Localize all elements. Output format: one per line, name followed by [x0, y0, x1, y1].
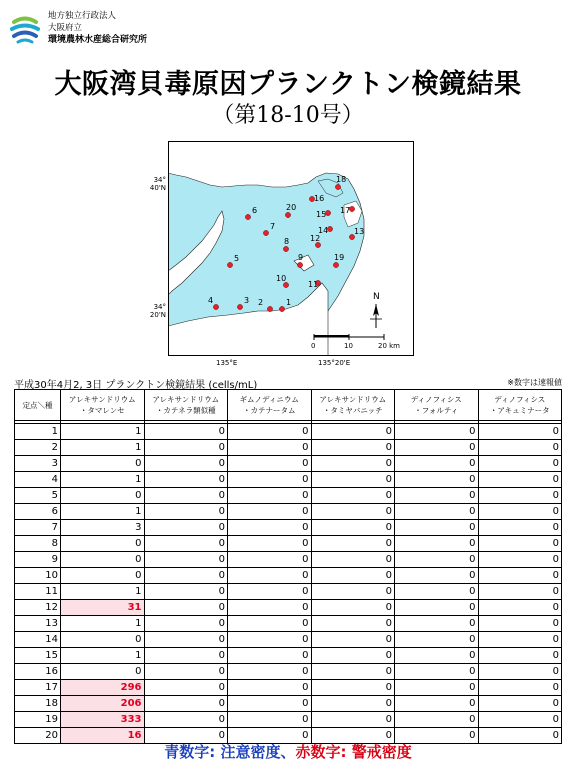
count-cell: 16: [61, 728, 145, 744]
page-subtitle: （第18-10号）: [212, 103, 364, 128]
count-cell: 0: [478, 664, 562, 680]
count-cell: 0: [144, 488, 228, 504]
count-cell: 1: [61, 424, 145, 440]
table-row: [15, 600, 562, 616]
org-name: 環境農林水産総合研究所: [48, 35, 148, 45]
lat-label-top: 34° 40'N: [149, 176, 166, 192]
station-cell: 16: [15, 664, 61, 680]
count-cell: 0: [144, 584, 228, 600]
count-cell: 0: [478, 488, 562, 504]
count-cell: 0: [478, 568, 562, 584]
count-cell: 0: [478, 712, 562, 728]
count-cell: 0: [228, 536, 312, 552]
lat-label-bottom: 34° 20'N: [149, 303, 166, 319]
table-header-row: [15, 390, 562, 421]
table-body: [15, 424, 562, 744]
column-header: ギムノディニウム ・カテナータム: [228, 390, 312, 421]
count-cell: 0: [395, 728, 479, 744]
count-cell: 0: [478, 536, 562, 552]
station-label: 16: [314, 194, 325, 203]
count-cell: 0: [61, 632, 145, 648]
count-cell: 0: [311, 536, 395, 552]
count-cell: 0: [478, 472, 562, 488]
count-cell: 0: [478, 600, 562, 616]
count-cell: 0: [395, 616, 479, 632]
station-label: 4: [208, 296, 214, 305]
column-header: アレキサンドリウム ・タマレンセ: [61, 390, 145, 421]
count-cell: 0: [61, 488, 145, 504]
table-caption: 平成30年4月2, 3日 プランクトン検鏡結果 (cells/mL): [14, 380, 258, 391]
count-cell: 0: [144, 728, 228, 744]
count-cell: 0: [144, 664, 228, 680]
org-line-1: 地方独立行政法人: [48, 11, 117, 21]
column-header: アレキサンドリウム ・カテネラ類似種: [144, 390, 228, 421]
count-cell: 0: [228, 424, 312, 440]
station-marker: [263, 230, 268, 235]
count-cell: 0: [228, 568, 312, 584]
count-cell: 0: [228, 632, 312, 648]
station-marker: [245, 214, 250, 219]
station-label: 2: [258, 298, 264, 307]
station-label: 11: [308, 280, 319, 289]
scale-label-0: 0: [311, 342, 316, 350]
osaka-bay-map: [168, 141, 414, 356]
legend-warning: 赤数字: 警戒密度: [295, 743, 412, 761]
org-line-2: 大阪府立: [48, 23, 83, 33]
station-label: 13: [354, 227, 365, 236]
count-cell: 206: [61, 696, 145, 712]
station-marker: [335, 184, 340, 189]
count-cell: 333: [61, 712, 145, 728]
count-cell: 0: [228, 472, 312, 488]
count-cell: 0: [144, 520, 228, 536]
count-cell: 0: [395, 552, 479, 568]
count-cell: 0: [478, 440, 562, 456]
station-marker: [283, 282, 288, 287]
table-row: [15, 680, 562, 696]
count-cell: 0: [61, 568, 145, 584]
station-marker: [297, 262, 302, 267]
count-cell: 0: [311, 696, 395, 712]
count-cell: 0: [228, 520, 312, 536]
table-row: [15, 504, 562, 520]
station-cell: 12: [15, 600, 61, 616]
count-cell: 0: [478, 552, 562, 568]
station-cell: 3: [15, 456, 61, 472]
count-cell: 0: [144, 504, 228, 520]
count-cell: 1: [61, 472, 145, 488]
count-cell: 1: [61, 584, 145, 600]
count-cell: 296: [61, 680, 145, 696]
table-row: [15, 632, 562, 648]
count-cell: 0: [395, 472, 479, 488]
count-cell: 1: [61, 440, 145, 456]
scale-label-20: 20 km: [378, 342, 401, 350]
count-cell: 0: [228, 712, 312, 728]
preliminary-note: ※数字は速報値: [507, 378, 562, 387]
table-row: [15, 440, 562, 456]
count-cell: 0: [478, 584, 562, 600]
station-cell: 1: [15, 424, 61, 440]
count-cell: 31: [61, 600, 145, 616]
station-cell: 9: [15, 552, 61, 568]
count-cell: 0: [144, 568, 228, 584]
station-cell: 17: [15, 680, 61, 696]
count-cell: 0: [311, 616, 395, 632]
station-cell: 14: [15, 632, 61, 648]
count-cell: 0: [228, 680, 312, 696]
station-map: [149, 141, 414, 367]
count-cell: 3: [61, 520, 145, 536]
count-cell: 0: [478, 632, 562, 648]
count-cell: 0: [395, 440, 479, 456]
table-row: [15, 568, 562, 584]
station-label: 12: [310, 234, 321, 243]
count-cell: 0: [311, 440, 395, 456]
station-marker: [213, 304, 218, 309]
legend-caution: 青数字: 注意密度: [164, 743, 281, 761]
legend-separator: 、: [280, 743, 296, 761]
count-cell: 1: [61, 648, 145, 664]
count-cell: 0: [144, 616, 228, 632]
corner-header: 定点＼種: [15, 390, 61, 421]
station-marker: [267, 306, 272, 311]
count-cell: 0: [311, 488, 395, 504]
count-cell: 0: [395, 424, 479, 440]
count-cell: 0: [478, 696, 562, 712]
station-label: 14: [318, 226, 329, 235]
count-cell: 0: [311, 520, 395, 536]
count-cell: 0: [395, 696, 479, 712]
count-cell: 0: [311, 712, 395, 728]
count-cell: 0: [395, 712, 479, 728]
table-row: [15, 424, 562, 440]
station-cell: 7: [15, 520, 61, 536]
station-label: 8: [284, 237, 290, 246]
count-cell: 0: [144, 680, 228, 696]
count-cell: 0: [395, 504, 479, 520]
count-cell: 0: [144, 552, 228, 568]
count-cell: 1: [61, 504, 145, 520]
count-cell: 0: [228, 440, 312, 456]
station-label: 7: [270, 222, 276, 231]
table-row: [15, 520, 562, 536]
count-cell: 0: [311, 648, 395, 664]
north-label: N: [373, 292, 380, 302]
count-cell: 0: [311, 504, 395, 520]
station-cell: 4: [15, 472, 61, 488]
count-cell: 0: [228, 488, 312, 504]
count-cell: 0: [61, 536, 145, 552]
count-cell: 0: [144, 712, 228, 728]
count-cell: 0: [395, 536, 479, 552]
count-cell: 0: [228, 648, 312, 664]
station-label: 15: [316, 210, 327, 219]
station-label: 10: [276, 274, 287, 283]
count-cell: 0: [228, 504, 312, 520]
station-marker: [283, 246, 288, 251]
table-row: [15, 616, 562, 632]
count-cell: 1: [61, 616, 145, 632]
org-logo-icon: [8, 12, 42, 46]
count-cell: 0: [228, 600, 312, 616]
column-header: ディノフィシス ・アキュミナータ: [478, 390, 562, 421]
table-row: [15, 664, 562, 680]
table-row: [15, 696, 562, 712]
table-row: [15, 472, 562, 488]
station-cell: 5: [15, 488, 61, 504]
station-cell: 11: [15, 584, 61, 600]
count-cell: 0: [144, 440, 228, 456]
org-logo: [8, 8, 158, 50]
table-row: [15, 536, 562, 552]
column-header: アレキサンドリウム ・タミヤバニッチ: [311, 390, 395, 421]
station-marker: [315, 242, 320, 247]
count-cell: 0: [228, 456, 312, 472]
station-marker: [237, 304, 242, 309]
station-marker: [285, 212, 290, 217]
count-cell: 0: [144, 648, 228, 664]
count-cell: 0: [228, 728, 312, 744]
count-cell: 0: [395, 648, 479, 664]
count-cell: 0: [228, 584, 312, 600]
count-cell: 0: [478, 728, 562, 744]
station-label: 6: [252, 206, 258, 215]
count-cell: 0: [478, 648, 562, 664]
station-cell: 13: [15, 616, 61, 632]
count-cell: 0: [228, 696, 312, 712]
count-cell: 0: [228, 664, 312, 680]
station-label: 20: [286, 203, 297, 212]
lon-label-left: 135°E: [216, 359, 238, 367]
count-cell: 0: [144, 696, 228, 712]
table-row: [15, 584, 562, 600]
count-cell: 0: [228, 552, 312, 568]
color-legend: [0, 741, 576, 762]
count-cell: 0: [395, 584, 479, 600]
table-row: [15, 648, 562, 664]
count-cell: 0: [478, 456, 562, 472]
station-cell: 20: [15, 728, 61, 744]
count-cell: 0: [395, 664, 479, 680]
page-title: 大阪湾貝毒原因プランクトン検鏡結果: [54, 69, 522, 100]
count-cell: 0: [395, 456, 479, 472]
station-marker: [333, 262, 338, 267]
count-cell: 0: [311, 584, 395, 600]
count-cell: 0: [228, 616, 312, 632]
count-cell: 0: [144, 472, 228, 488]
count-cell: 0: [478, 520, 562, 536]
count-cell: 0: [478, 504, 562, 520]
count-cell: 0: [144, 456, 228, 472]
station-label: 19: [334, 253, 345, 262]
count-cell: 0: [311, 728, 395, 744]
table-row: [15, 488, 562, 504]
count-cell: 0: [395, 632, 479, 648]
count-cell: 0: [395, 488, 479, 504]
column-header: ディノフィシス ・フォルティ: [395, 390, 479, 421]
station-label: 3: [244, 296, 250, 305]
station-label: 18: [336, 175, 347, 184]
count-cell: 0: [478, 616, 562, 632]
count-cell: 0: [478, 424, 562, 440]
count-cell: 0: [144, 424, 228, 440]
table-row: [15, 456, 562, 472]
count-cell: 0: [61, 456, 145, 472]
count-cell: 0: [311, 472, 395, 488]
count-cell: 0: [311, 664, 395, 680]
table-row: [15, 712, 562, 728]
table-row: [15, 552, 562, 568]
station-label: 1: [286, 298, 292, 307]
station-cell: 2: [15, 440, 61, 456]
count-cell: 0: [395, 520, 479, 536]
count-cell: 0: [61, 664, 145, 680]
count-cell: 0: [144, 536, 228, 552]
count-cell: 0: [311, 680, 395, 696]
station-cell: 18: [15, 696, 61, 712]
station-cell: 10: [15, 568, 61, 584]
results-table: [14, 389, 562, 744]
station-marker: [227, 262, 232, 267]
station-cell: 15: [15, 648, 61, 664]
station-cell: 6: [15, 504, 61, 520]
station-cell: 19: [15, 712, 61, 728]
station-label: 17: [340, 206, 351, 215]
count-cell: 0: [311, 568, 395, 584]
count-cell: 0: [478, 680, 562, 696]
count-cell: 0: [395, 568, 479, 584]
count-cell: 0: [311, 552, 395, 568]
count-cell: 0: [395, 680, 479, 696]
count-cell: 0: [311, 632, 395, 648]
station-cell: 8: [15, 536, 61, 552]
count-cell: 0: [395, 600, 479, 616]
count-cell: 0: [311, 456, 395, 472]
count-cell: 0: [311, 424, 395, 440]
station-label: 5: [234, 254, 240, 263]
station-label: 9: [298, 253, 304, 262]
count-cell: 0: [144, 600, 228, 616]
scale-label-10: 10: [344, 342, 353, 350]
count-cell: 0: [311, 600, 395, 616]
station-marker: [279, 306, 284, 311]
count-cell: 0: [61, 552, 145, 568]
lon-label-right: 135°20'E: [318, 359, 351, 367]
count-cell: 0: [144, 632, 228, 648]
